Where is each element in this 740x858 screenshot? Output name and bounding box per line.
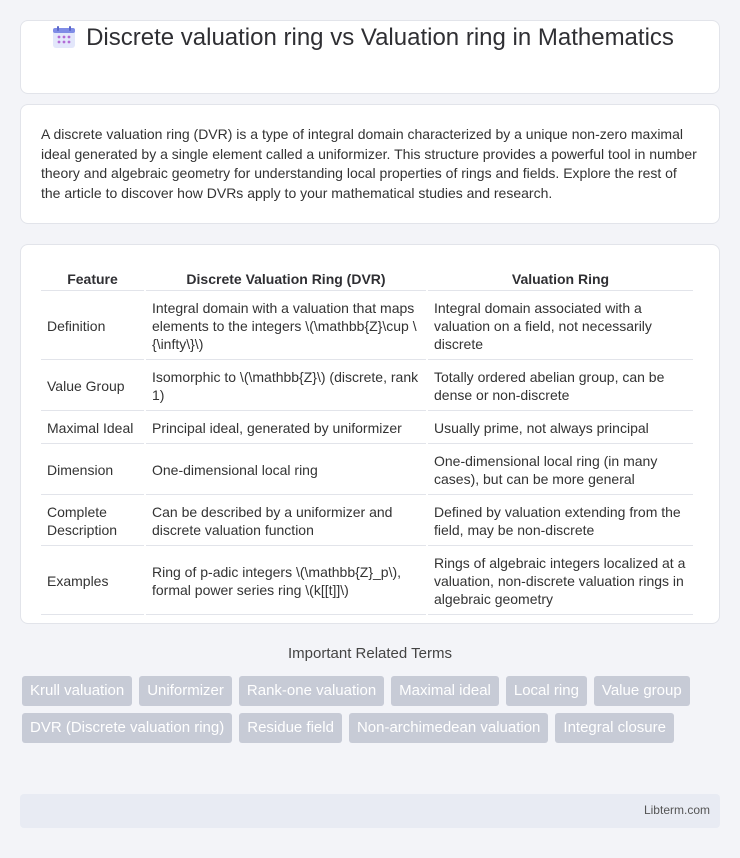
related-terms-title: Important Related Terms [288,645,452,662]
valuation-ring-cell: Rings of algebraic integers localized at a valuation, non-discrete valuation rings in algebraic geometry [428,548,693,615]
related-term-tag[interactable]: Krull valuation [22,676,132,706]
related-term-tag[interactable]: Local ring [506,676,587,706]
table-row [41,548,693,615]
table-row [41,362,693,411]
comparison-table [39,263,695,617]
valuation-ring-cell: Defined by valuation extending from the field, may be non-discrete [428,497,693,546]
valuation-ring-cell: Totally ordered abelian group, can be dense or non-discrete [428,362,693,411]
related-term-tag[interactable]: Maximal ideal [391,676,499,706]
table-header-row [41,265,693,291]
table-row [41,413,693,444]
table-row [41,446,693,495]
related-term-tag[interactable]: Integral closure [555,713,674,743]
comparison-card [20,244,720,624]
footer-brand-link[interactable]: Libterm.com [643,803,710,817]
dvr-cell: Can be described by a uniformizer and discrete valuation function [146,497,426,546]
feature-cell: Dimension [41,446,144,495]
intro-paragraph: A discrete valuation ring (DVR) is a type of integral domain characterized by a unique non-zero maximal ideal generated by a single element called a uniformizer. This structure provides a powerful tool in number theory and algebraic geometry for understanding local properties of rings and fields. Explore the rest of the article to discover how DVRs apply to your mathematical studies and research. [41,126,697,201]
feature-cell: Complete Description [41,497,144,546]
page-title: Discrete valuation ring vs Valuation ring in Mathematics [86,24,674,51]
table-row [41,293,693,360]
related-term-tag[interactable]: Residue field [239,713,342,743]
footer [20,794,720,828]
table-row [41,497,693,546]
intro-card [20,104,720,224]
dvr-cell: One-dimensional local ring [146,446,426,495]
related-term-tag[interactable]: Non-archimedean valuation [349,713,548,743]
dvr-cell: Isomorphic to \(\mathbb{Z}\) (discrete, rank 1) [146,362,426,411]
feature-cell: Value Group [41,362,144,411]
feature-cell: Maximal Ideal [41,413,144,444]
dvr-cell: Principal ideal, generated by uniformizer [146,413,426,444]
related-term-tag[interactable]: Uniformizer [139,676,232,706]
dvr-cell: Integral domain with a valuation that maps elements to the integers \(\mathbb{Z}\cup \{\infty\}\) [146,293,426,360]
calendar-grid-icon [52,25,76,49]
header-valuation-ring: Valuation Ring [428,265,693,291]
header-dvr: Discrete Valuation Ring (DVR) [146,265,426,291]
related-terms-list [22,676,722,743]
valuation-ring-cell: One-dimensional local ring (in many cases), but can be more general [428,446,693,495]
feature-cell: Definition [41,293,144,360]
feature-cell: Examples [41,548,144,615]
valuation-ring-cell: Usually prime, not always principal [428,413,693,444]
valuation-ring-cell: Integral domain associated with a valuation on a field, not necessarily discrete [428,293,693,360]
header-feature: Feature [41,265,144,291]
dvr-cell: Ring of p-adic integers \(\mathbb{Z}_p\), formal power series ring \(k[[t]]\) [146,548,426,615]
related-term-tag[interactable]: DVR (Discrete valuation ring) [22,713,232,743]
related-term-tag[interactable]: Rank-one valuation [239,676,384,706]
related-term-tag[interactable]: Value group [594,676,690,706]
